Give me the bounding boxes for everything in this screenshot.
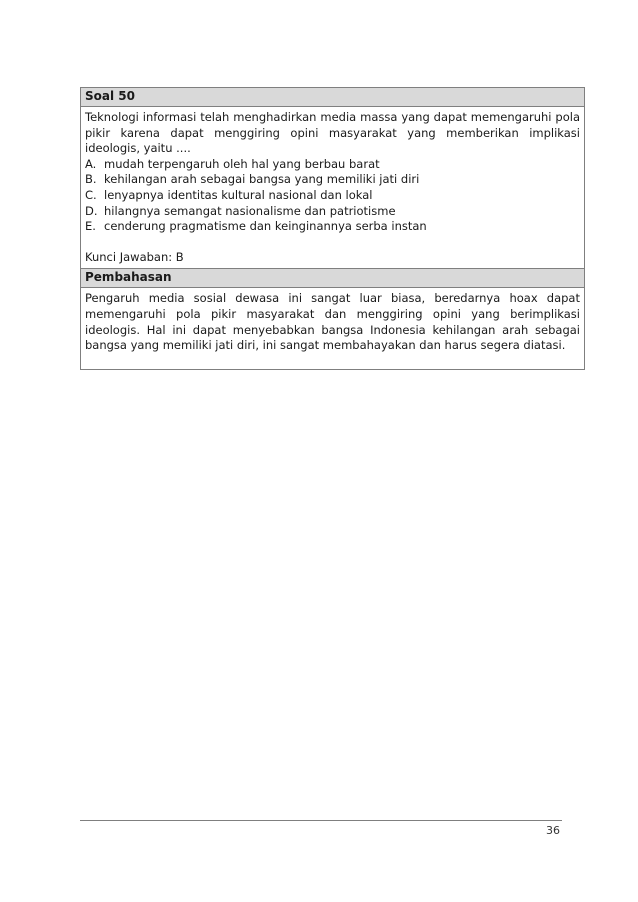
option-text: hilangnya semangat nasionalisme dan patriotisme: [104, 203, 396, 218]
explanation-content: [81, 288, 584, 368]
question-content: [81, 107, 584, 268]
question-text: Teknologi informasi telah menghadirkan media massa yang dapat memengaruhi pola pikir karena dapat menggiring opini masyarakat yang memberikan implikasi ideologis, yaitu ....: [85, 110, 580, 156]
option-a: [85, 157, 580, 173]
option-letter: B.: [85, 172, 97, 187]
question-box: [80, 87, 585, 370]
option-c: [85, 188, 580, 204]
explanation-header: Pembahasan: [81, 269, 584, 288]
option-letter: A.: [85, 156, 97, 171]
options-list: [85, 157, 580, 235]
option-text: mudah terpengaruh oleh hal yang berbau barat: [104, 156, 380, 171]
footer-divider: [80, 820, 562, 821]
explanation-text: Pengaruh media sosial dewasa ini sangat luar biasa, beredarnya hoax dapat memengaruhi pola pikir masyarakat dan menggiring opini yang berimplikasi ideologis. Hal ini dapat menyebabkan bangsa Indonesia kehilangan arah sebagai bangsa yang memiliki jati diri, ini sangat membahayakan dan harus segera diatasi.: [85, 291, 580, 353]
question-header: Soal 50: [81, 88, 584, 107]
option-text: cenderung pragmatisme dan keinginannya serba instan: [104, 219, 427, 234]
option-letter: E.: [85, 219, 96, 234]
option-e: [85, 219, 580, 235]
option-b: [85, 172, 580, 188]
option-text: lenyapnya identitas kultural nasional dan lokal: [104, 187, 373, 202]
option-letter: D.: [85, 203, 98, 218]
answer-key: Kunci Jawaban: B: [85, 249, 184, 264]
page-number: 36: [546, 824, 560, 837]
option-letter: C.: [85, 187, 97, 202]
option-text: kehilangan arah sebagai bangsa yang memiliki jati diri: [104, 172, 420, 187]
option-d: [85, 204, 580, 220]
